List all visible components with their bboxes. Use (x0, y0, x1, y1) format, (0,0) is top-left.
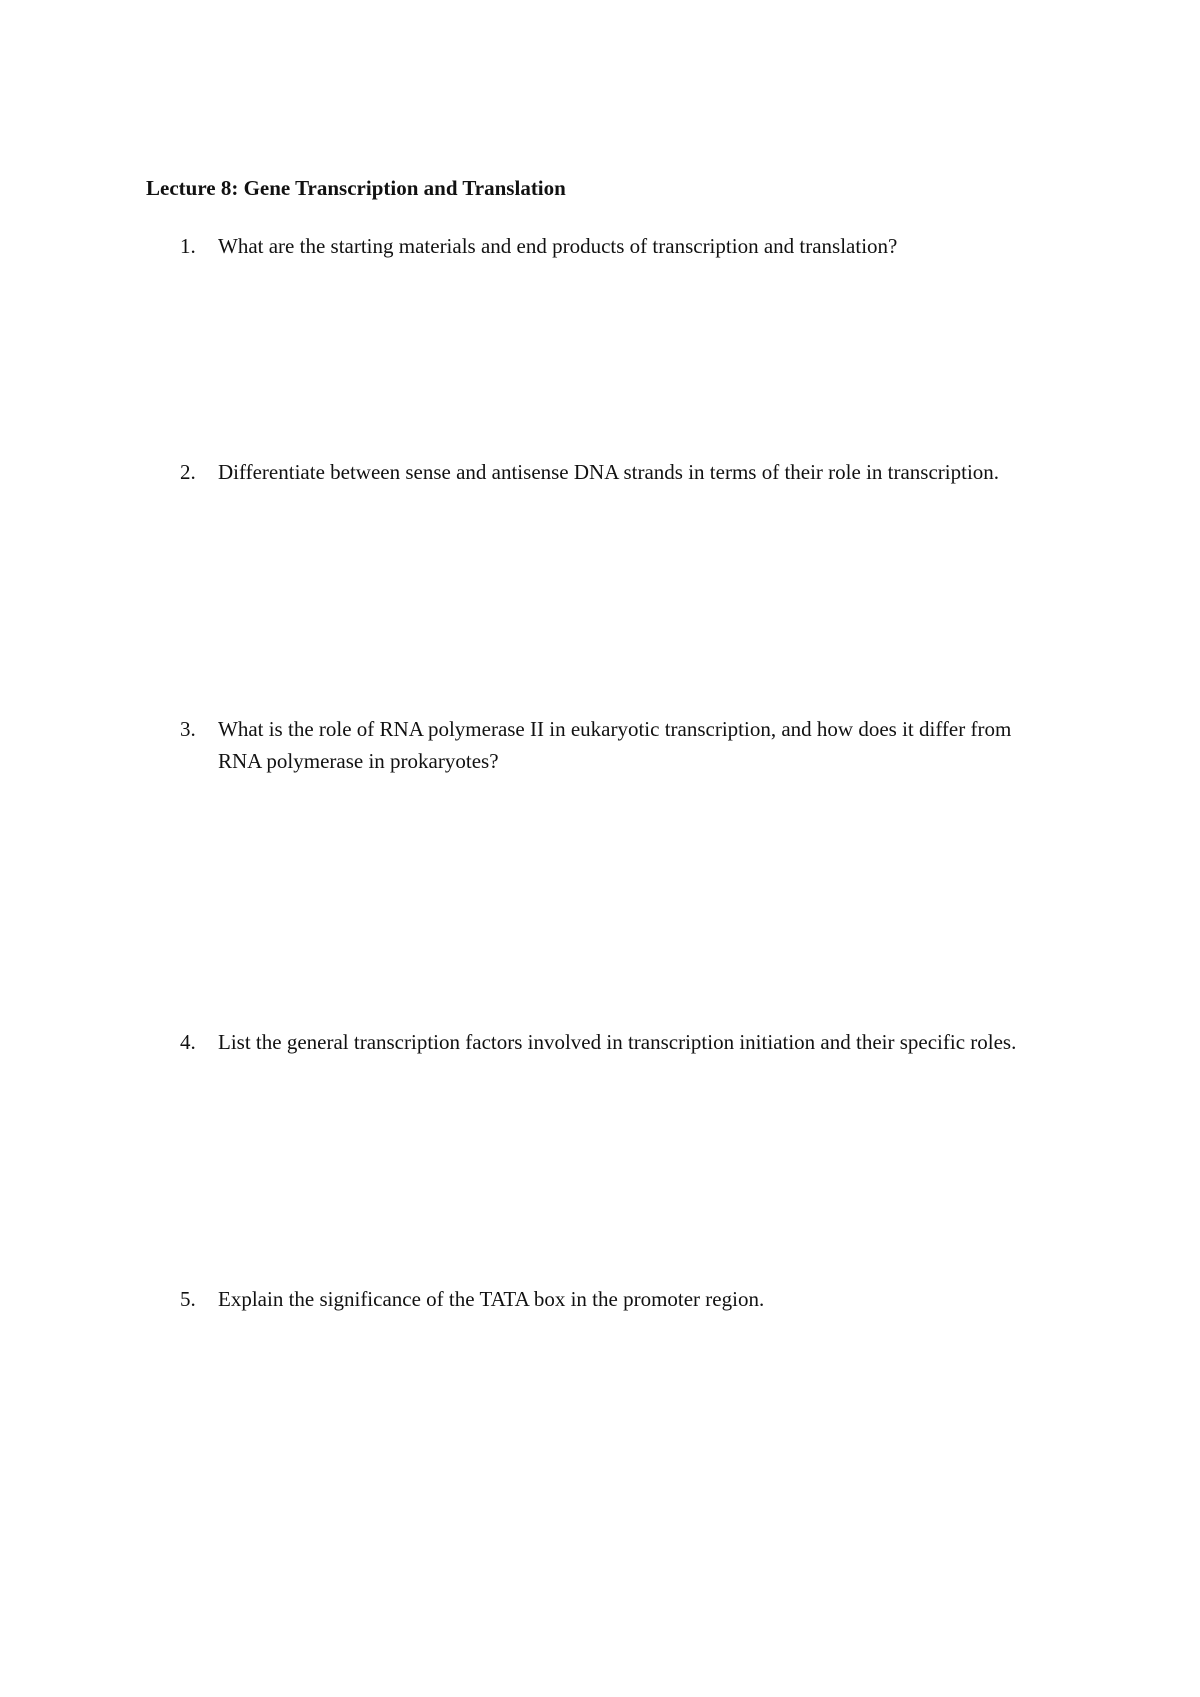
question-text: What are the starting materials and end products of transcription and translation? (218, 234, 898, 258)
question-number: 5. (180, 1287, 196, 1311)
question-item (146, 713, 1046, 777)
question-text: Differentiate between sense and antisense DNA strands in terms of their role in transcription. (218, 460, 1000, 484)
question-item (146, 1026, 1046, 1058)
question-text: List the general transcription factors involved in transcription initiation and their specific roles. (218, 1030, 1017, 1054)
question-item (146, 230, 1046, 262)
question-item (146, 456, 1046, 488)
question-number: 4. (180, 1030, 196, 1054)
question-item (146, 1283, 1046, 1315)
question-text: Explain the significance of the TATA box in the promoter region. (218, 1287, 765, 1311)
question-number: 3. (180, 717, 196, 741)
question-number: 2. (180, 460, 196, 484)
question-text: What is the role of RNA polymerase II in eukaryotic transcription, and how does it differ from RNA polymerase in prokaryotes? (218, 717, 1012, 773)
question-number: 1. (180, 234, 196, 258)
page-title: Lecture 8: Gene Transcription and Translation (146, 176, 566, 200)
